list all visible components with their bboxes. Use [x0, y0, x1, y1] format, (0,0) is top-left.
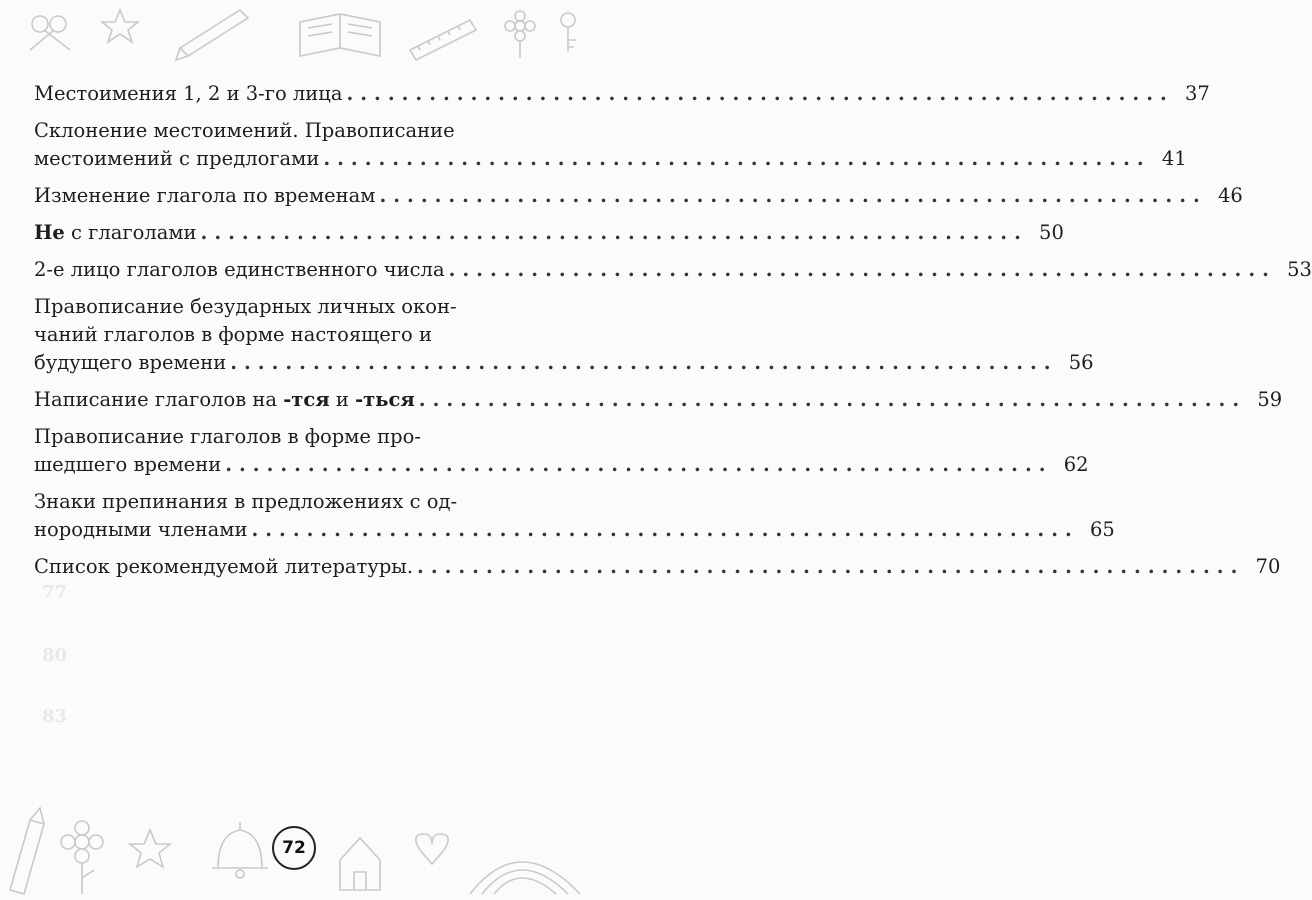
toc-entry-last-line	[34, 182, 1243, 210]
toc-entry-line	[34, 321, 558, 349]
toc-entry-title: нородными членами	[34, 518, 248, 541]
scissors-icon	[30, 16, 70, 50]
toc-entry-last-line	[34, 386, 1283, 414]
pencil-icon	[176, 10, 248, 60]
toc-entry	[34, 182, 1243, 210]
toc-entry-title: Список рекомендуемой литературы.	[34, 555, 414, 578]
toc-entry	[34, 423, 1089, 479]
toc-entry-title: Знаки препинания в предложениях с од-	[34, 490, 458, 513]
toc-entry-last-line	[34, 145, 1187, 173]
toc-entry-title: 2-е лицо глаголов единственного числа	[34, 258, 445, 281]
toc-entry-emphasis: -ться	[355, 388, 415, 411]
toc-entry	[34, 256, 1312, 284]
toc-entry	[34, 553, 1281, 581]
toc-page-number: 65	[1089, 518, 1115, 541]
toc-entry-title: Местоимения 1, 2 и 3-го лица	[34, 82, 343, 105]
leader-dots: ............................................................	[323, 147, 1151, 170]
crayon-icon	[10, 808, 44, 894]
bleed-through-number: 83	[42, 706, 68, 727]
toc-entry-title: будущего времени	[34, 351, 227, 374]
toc-entry-text: с глаголами	[64, 221, 197, 244]
leader-dots: ............................................................	[448, 258, 1276, 281]
toc-entry-title: Правописание глаголов в форме про-	[34, 425, 421, 448]
toc-entry-title: шедшего времени	[34, 453, 222, 476]
toc-entry-last-line	[34, 451, 1089, 479]
key-icon	[561, 13, 576, 52]
toc-page-number: 56	[1068, 351, 1094, 374]
bleed-through-number: 77	[42, 582, 68, 603]
heart-icon	[416, 834, 448, 864]
leader-dots: ............................................................	[230, 351, 1058, 374]
toc-entry	[34, 488, 1115, 544]
toc-entry-last-line	[34, 516, 1115, 544]
toc-entry-title: Правописание безударных личных окон-	[34, 295, 457, 318]
leader-dots: ............................................................	[200, 221, 1028, 244]
toc-entry-title	[34, 386, 415, 414]
table-of-contents	[34, 80, 1312, 590]
rainbow-icon	[470, 862, 580, 894]
bell-icon	[212, 822, 268, 878]
toc-page-number: 70	[1255, 555, 1281, 578]
open-book-icon	[300, 14, 380, 56]
toc-entry-last-line	[34, 256, 1312, 284]
toc-entry-last-line	[34, 219, 1064, 247]
top-doodle-border	[0, 0, 591, 62]
leader-dots: ............................................................	[251, 518, 1079, 541]
bleed-through-number: 80	[42, 645, 68, 666]
toc-page-number: 59	[1257, 388, 1283, 411]
star-icon	[102, 10, 138, 42]
leader-dots: ............................................................	[346, 82, 1174, 105]
toc-entry-line	[34, 117, 558, 145]
toc-entry	[34, 117, 1187, 173]
toc-page-number: 50	[1039, 221, 1064, 244]
toc-entry-emphasis: -тся	[283, 388, 330, 411]
toc-entry	[34, 219, 1064, 247]
toc-entry-line	[34, 293, 558, 321]
house-icon	[340, 838, 380, 890]
ruler-icon	[410, 20, 476, 60]
toc-page-number: 62	[1063, 453, 1089, 476]
toc-entry-title	[34, 219, 197, 247]
toc-page-number: 37	[1184, 82, 1210, 105]
toc-entry-title: Изменение глагола по временам	[34, 184, 376, 207]
toc-entry-text: Написание глаголов на	[34, 388, 284, 411]
toc-entry	[34, 80, 1210, 108]
toc-entry	[34, 293, 1094, 377]
toc-entry-last-line	[34, 80, 1210, 108]
toc-page-number: 53	[1287, 258, 1312, 281]
toc-entry-line	[34, 488, 558, 516]
toc-entry-emphasis: Не	[34, 221, 65, 244]
toc-entry-text: и	[329, 388, 356, 411]
flower-icon	[505, 11, 535, 58]
toc-entry	[34, 386, 1283, 414]
leader-dots: ............................................................	[417, 555, 1245, 578]
flower-icon	[61, 821, 103, 894]
toc-entry-last-line	[34, 553, 1281, 581]
toc-page-number: 46	[1217, 184, 1243, 207]
toc-entry-line	[34, 423, 558, 451]
toc-entry-last-line	[34, 349, 1094, 377]
toc-entry-title: чаний глаголов в форме настоящего и	[34, 323, 432, 346]
leader-dots: ............................................................	[225, 453, 1053, 476]
star-icon	[130, 830, 170, 867]
leader-dots: ............................................................	[379, 184, 1207, 207]
toc-entry-title: местоимений с предлогами	[34, 147, 320, 170]
toc-entry-title: Склонение местоимений. Правописание	[34, 119, 455, 142]
toc-page-number: 41	[1161, 147, 1187, 170]
page-number: 72	[272, 826, 316, 870]
leader-dots: ............................................................	[418, 388, 1247, 411]
toc-list	[34, 80, 1312, 581]
